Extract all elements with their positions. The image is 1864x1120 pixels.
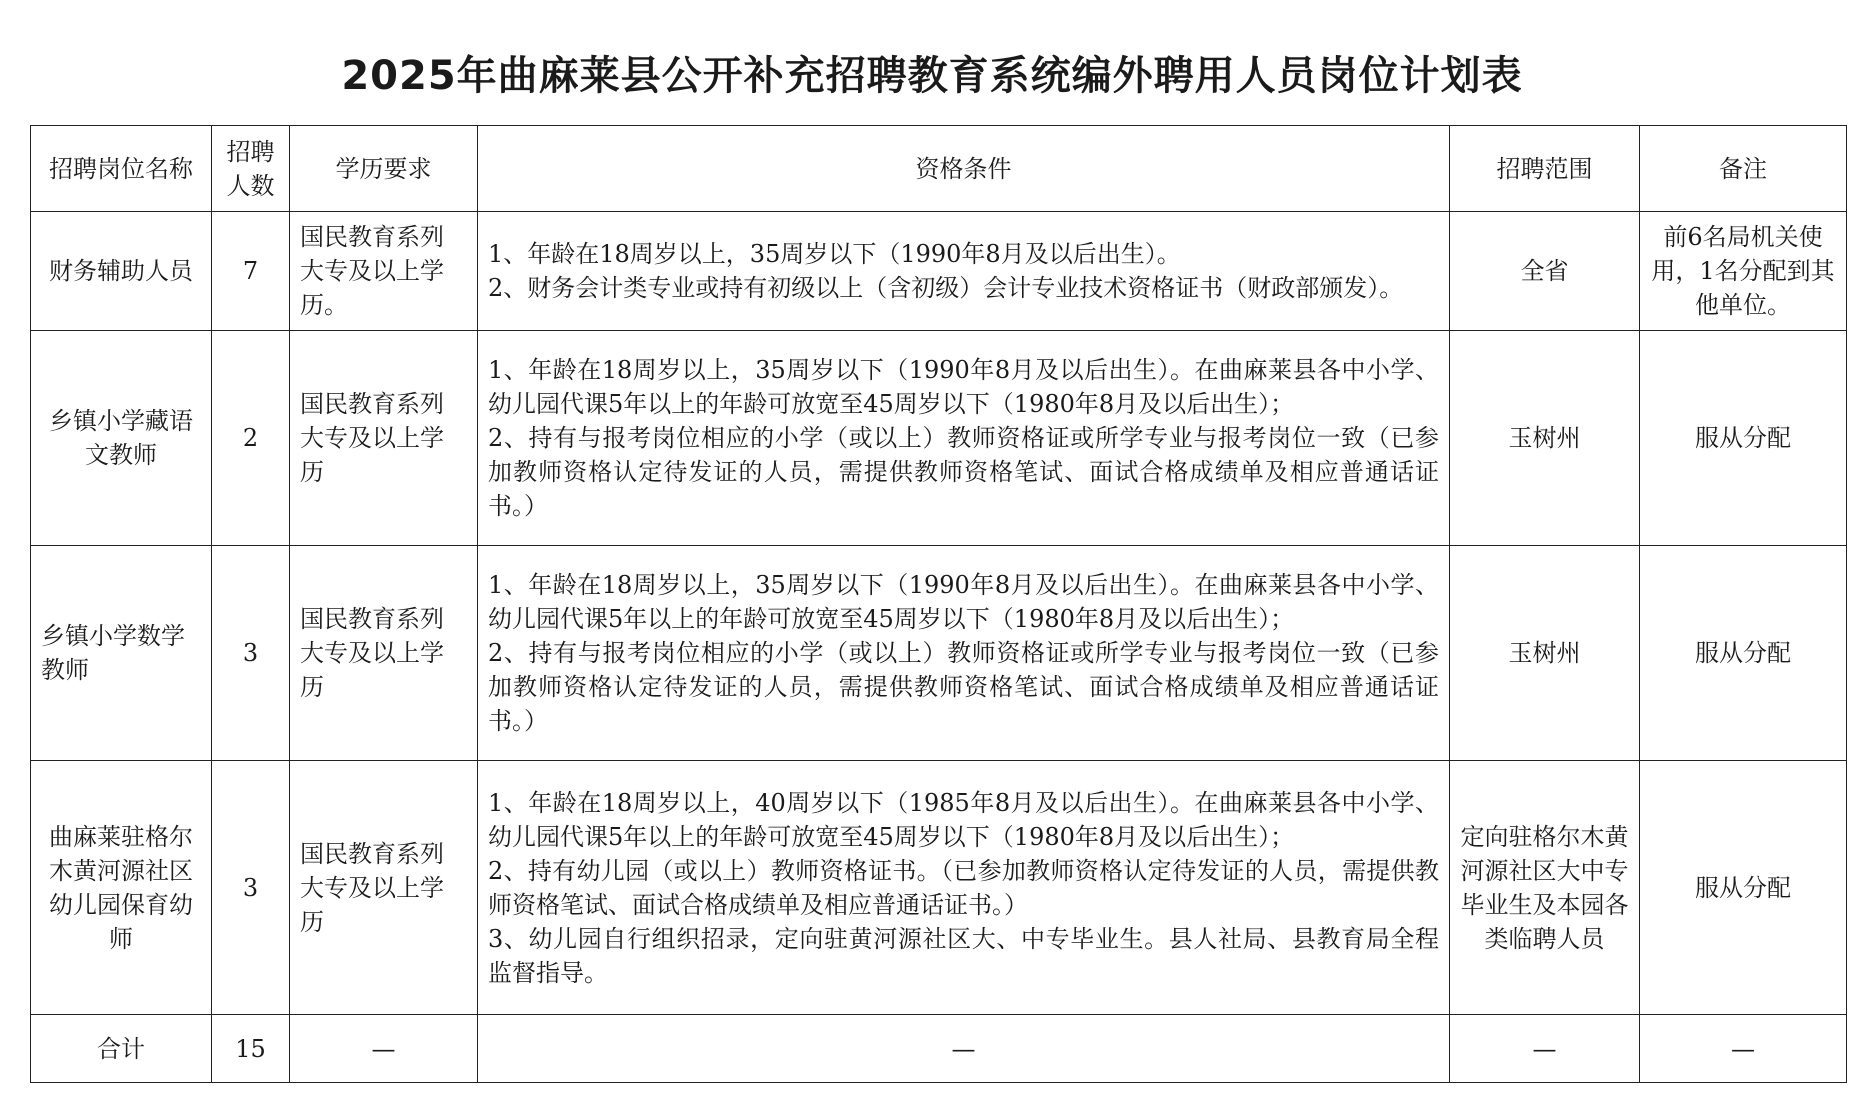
cell-remarks: 前6名局机关使用，1名分配到其他单位。 bbox=[1640, 212, 1847, 331]
cell-count: 3 bbox=[212, 546, 290, 761]
total-scope: — bbox=[1450, 1015, 1640, 1083]
table-row bbox=[31, 761, 1847, 1015]
cell-education: 国民教育系列大专及以上学历。 bbox=[290, 212, 478, 331]
header-scope: 招聘范围 bbox=[1450, 126, 1640, 212]
cell-education: 国民教育系列大专及以上学历 bbox=[290, 331, 478, 546]
total-label: 合计 bbox=[31, 1015, 212, 1083]
recruitment-plan-table bbox=[30, 125, 1847, 1083]
cell-position: 曲麻莱驻格尔木黄河源社区幼儿园保育幼师 bbox=[31, 761, 212, 1015]
qualification-item: 2、持有与报考岗位相应的小学（或以上）教师资格证或所学专业与报考岗位一致（已参加教师资格认定待发证的人员，需提供教师资格笔试、面试合格成绩单及相应普通话证书。） bbox=[488, 639, 1439, 735]
cell-scope: 全省 bbox=[1450, 212, 1640, 331]
cell-count: 2 bbox=[212, 331, 290, 546]
table-row bbox=[31, 212, 1847, 331]
total-count: 15 bbox=[212, 1015, 290, 1083]
table-row bbox=[31, 331, 1847, 546]
cell-count: 3 bbox=[212, 761, 290, 1015]
qualification-item: 1、年龄在18周岁以上，35周岁以下（1990年8月及以后出生）。 bbox=[488, 240, 1181, 268]
cell-position: 财务辅助人员 bbox=[31, 212, 212, 331]
page-title: 2025年曲麻莱县公开补充招聘教育系统编外聘用人员岗位计划表 bbox=[341, 53, 1523, 99]
header-position: 招聘岗位名称 bbox=[31, 126, 212, 212]
table-row bbox=[31, 546, 1847, 761]
qualification-item: 3、幼儿园自行组织招录，定向驻黄河源社区大、中专毕业生。县人社局、县教育局全程监督指导。 bbox=[488, 924, 1439, 987]
header-count: 招聘人数 bbox=[212, 126, 290, 212]
cell-scope: 玉树州 bbox=[1450, 331, 1640, 546]
total-education: — bbox=[290, 1015, 478, 1083]
cell-remarks: 服从分配 bbox=[1640, 761, 1847, 1015]
cell-education: 国民教育系列大专及以上学历 bbox=[290, 546, 478, 761]
cell-qualifications bbox=[478, 212, 1450, 331]
cell-education: 国民教育系列大专及以上学历 bbox=[290, 761, 478, 1015]
cell-scope: 定向驻格尔木黄河源社区大中专毕业生及本园各类临聘人员 bbox=[1450, 761, 1640, 1015]
qualification-item: 2、持有与报考岗位相应的小学（或以上）教师资格证或所学专业与报考岗位一致（已参加教师资格认定待发证的人员，需提供教师资格笔试、面试合格成绩单及相应普通话证书。） bbox=[488, 424, 1439, 520]
qualification-item: 1、年龄在18周岁以上，35周岁以下（1990年8月及以后出生）。在曲麻莱县各中小学、幼儿园代课5年以上的年龄可放宽至45周岁以下（1980年8月及以后出生）； bbox=[488, 356, 1439, 418]
total-remarks: — bbox=[1640, 1015, 1847, 1083]
qualification-item: 1、年龄在18周岁以上，35周岁以下（1990年8月及以后出生）。在曲麻莱县各中小学、幼儿园代课5年以上的年龄可放宽至45周岁以下（1980年8月及以后出生）； bbox=[488, 571, 1439, 633]
cell-qualifications bbox=[478, 761, 1450, 1015]
cell-count: 7 bbox=[212, 212, 290, 331]
qualification-item: 2、财务会计类专业或持有初级以上（含初级）会计专业技术资格证书（财政部颁发）。 bbox=[488, 274, 1404, 302]
total-qualifications: — bbox=[478, 1015, 1450, 1083]
header-remarks: 备注 bbox=[1640, 126, 1847, 212]
cell-qualifications bbox=[478, 546, 1450, 761]
qualification-item: 2、持有幼儿园（或以上）教师资格证书。（已参加教师资格认定待发证的人员，需提供教师资格笔试、面试合格成绩单及相应普通话证书。） bbox=[488, 856, 1439, 919]
cell-position: 乡镇小学藏语文教师 bbox=[31, 331, 212, 546]
cell-remarks: 服从分配 bbox=[1640, 331, 1847, 546]
cell-qualifications bbox=[478, 331, 1450, 546]
table-header-row bbox=[31, 126, 1847, 212]
cell-remarks: 服从分配 bbox=[1640, 546, 1847, 761]
total-row bbox=[31, 1015, 1847, 1083]
header-education: 学历要求 bbox=[290, 126, 478, 212]
cell-position: 乡镇小学数学教师 bbox=[31, 546, 212, 761]
qualification-item: 1、年龄在18周岁以上，40周岁以下（1985年8月及以后出生）。在曲麻莱县各中小学、幼儿园代课5年以上的年龄可放宽至45周岁以下（1980年8月及以后出生）； bbox=[488, 788, 1439, 851]
cell-scope: 玉树州 bbox=[1450, 546, 1640, 761]
header-qualifications: 资格条件 bbox=[478, 126, 1450, 212]
